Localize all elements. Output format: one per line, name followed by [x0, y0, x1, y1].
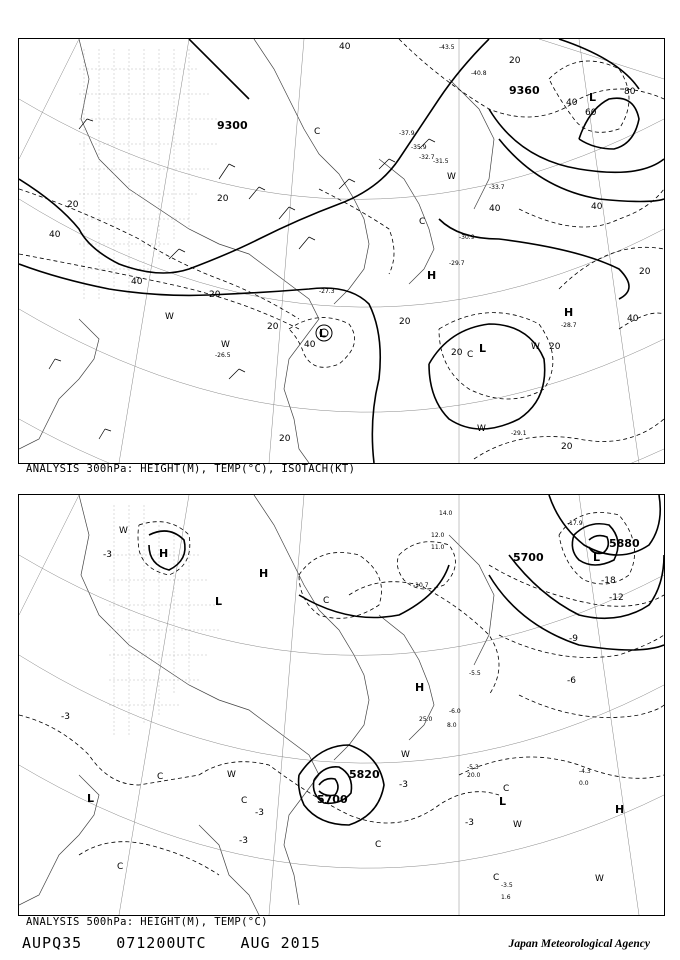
cold-symbol: C	[419, 217, 426, 227]
caption-500hpa: ANALYSIS 500hPa: HEIGHT(M), TEMP(°C)	[26, 916, 268, 928]
temp-label: -5.3	[467, 764, 479, 771]
high-symbol: H	[564, 306, 574, 319]
high-symbol: H	[259, 567, 269, 580]
valid-time: 071200UTC	[116, 934, 207, 952]
isotach-label: 40	[489, 204, 501, 214]
high-symbol: H	[615, 803, 625, 816]
chart-date: AUG 2015	[240, 934, 321, 952]
caption-300hpa: ANALYSIS 300hPa: HEIGHT(M), TEMP(°C), ISOTACH(KT)	[26, 463, 356, 475]
warm-symbol: W	[221, 340, 230, 350]
isotherm-label: -18	[601, 576, 616, 586]
warm-symbol: W	[119, 526, 128, 536]
warm-symbol: W	[447, 172, 456, 182]
temp-label: -3.5	[501, 882, 513, 889]
cold-symbol: C	[503, 784, 510, 794]
isotherm-label: -3	[61, 712, 70, 722]
temp-label: -26.5	[215, 352, 231, 359]
analysis-300hpa-map	[18, 38, 665, 464]
high-symbol: H	[159, 547, 169, 560]
isotach-label: 40	[304, 340, 316, 350]
isotherm-label: -6	[567, 676, 576, 686]
height-label-5700: 5700	[317, 793, 348, 806]
warm-symbol: W	[165, 312, 174, 322]
isotach-label: 20	[561, 442, 573, 452]
temp-label: -10.7	[413, 582, 429, 589]
isotach-label: 20	[399, 317, 411, 327]
isotach-label: 40	[49, 230, 61, 240]
map-500hpa-svg	[19, 495, 664, 915]
isotach-label: 20	[209, 290, 221, 300]
isotach-label: 20	[549, 342, 561, 352]
cold-symbol: C	[117, 862, 124, 872]
height-label-9300: 9300	[217, 119, 248, 132]
isotherm-label: -3	[465, 818, 474, 828]
low-symbol: L	[215, 595, 223, 608]
map-300hpa-svg	[19, 39, 664, 463]
isotach-label: 40	[591, 202, 603, 212]
temp-label: 1.6	[501, 894, 511, 901]
isotach-label: 40	[131, 277, 143, 287]
isotherm-label: -3	[239, 836, 248, 846]
low-symbol: L	[499, 795, 507, 808]
temp-label: 0.0	[579, 780, 589, 787]
temp-label: -29.7	[449, 260, 465, 267]
isotherm-label: -9	[569, 634, 578, 644]
warm-symbol: W	[227, 770, 236, 780]
warm-symbol: W	[531, 342, 540, 352]
temp-label: -30.9	[459, 234, 475, 241]
isotherm-label: -3	[399, 780, 408, 790]
temp-label: -6.0	[449, 708, 461, 715]
cold-symbol: C	[375, 840, 382, 850]
coastlines	[19, 495, 494, 915]
temp-label: -35.9	[411, 144, 427, 151]
cold-symbol: C	[323, 596, 330, 606]
hatched-area	[79, 49, 219, 299]
low-symbol: L	[479, 342, 487, 355]
isotherm-label: -3	[255, 808, 264, 818]
height-label-5700: 5700	[513, 551, 544, 564]
temp-label: 8.0	[447, 722, 457, 729]
temp-label: -29.1	[511, 430, 527, 437]
temp-label: 12.0	[431, 532, 445, 539]
isotach-label: 40	[566, 98, 578, 108]
low-symbol: L	[593, 551, 601, 564]
temp-label: -27.3	[319, 288, 335, 295]
temp-label: -5.5	[469, 670, 481, 677]
coastlines	[19, 39, 494, 463]
cold-symbol: C	[467, 350, 474, 360]
isotach-label: 20	[67, 200, 79, 210]
low-symbol: L	[589, 91, 597, 104]
hatched-area	[109, 505, 219, 735]
temp-label: -37.9	[399, 130, 415, 137]
temp-label: 11.0	[431, 544, 445, 551]
cold-symbol: C	[314, 127, 321, 137]
temp-label: -43.5	[439, 44, 455, 51]
isotach-label: 20	[267, 322, 279, 332]
temp-label: -33.7	[489, 184, 505, 191]
high-symbol: H	[427, 269, 437, 282]
temp-label: 14.0	[439, 510, 453, 517]
temp-label: -32.7	[419, 154, 435, 161]
temp-label: 25.0	[419, 716, 433, 723]
temp-label: -4.3	[579, 768, 591, 775]
temp-label: -40.8	[471, 70, 487, 77]
analysis-500hpa-map	[18, 494, 665, 916]
isotach-label: 20	[639, 267, 651, 277]
warm-symbol: W	[595, 874, 604, 884]
isotherm-lines	[19, 513, 664, 876]
chart-code: AUPQ35	[22, 934, 83, 952]
warm-symbol: W	[401, 750, 410, 760]
isotach-label: 20	[509, 56, 521, 66]
low-symbol: L	[319, 327, 327, 340]
graticule	[19, 495, 664, 915]
isotach-label: 60	[585, 108, 597, 118]
temp-label: -17.9	[567, 520, 583, 527]
temp-label: -28.7	[561, 322, 577, 329]
height-label-5820: 5820	[349, 768, 380, 781]
isotherm-label: -12	[609, 593, 624, 603]
height-label-9360: 9360	[509, 84, 540, 97]
temp-label: -31.5	[433, 158, 449, 165]
isotherm-label: -3	[103, 550, 112, 560]
isotach-label: 20	[279, 434, 291, 444]
isotach-label: 20	[217, 194, 229, 204]
warm-symbol: W	[477, 424, 486, 434]
cold-symbol: C	[493, 873, 500, 883]
isotach-label: 40	[339, 42, 351, 52]
agency-name: Japan Meteorological Agency	[508, 938, 650, 950]
height-label-5880: 5880	[609, 537, 640, 550]
low-symbol: L	[87, 792, 95, 805]
temp-label: 20.0	[467, 772, 481, 779]
isotach-label: 20	[451, 348, 463, 358]
isotach-label: 80	[624, 87, 636, 97]
warm-symbol: W	[513, 820, 522, 830]
cold-symbol: C	[157, 772, 164, 782]
isotach-label: 40	[627, 314, 639, 324]
chart-identifier	[22, 934, 345, 952]
cold-symbol: C	[241, 796, 248, 806]
high-symbol: H	[415, 681, 425, 694]
